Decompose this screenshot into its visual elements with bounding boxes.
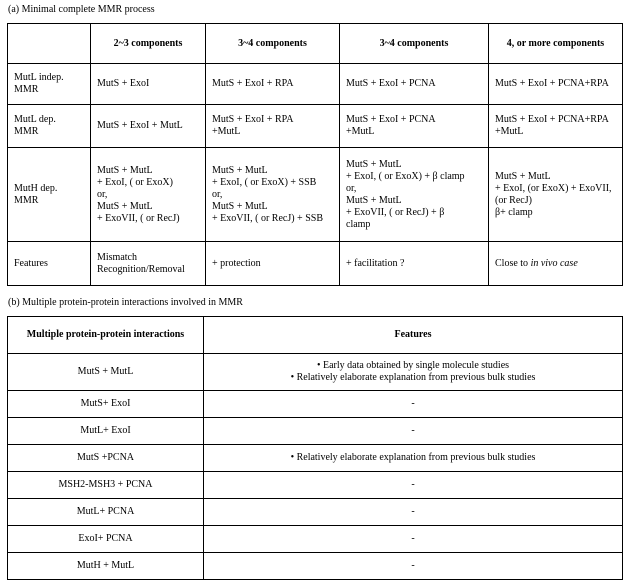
in-vivo-text: in vivo case	[530, 257, 578, 269]
table-row	[8, 526, 623, 553]
header-3-4-components: 3~4 components	[340, 24, 489, 64]
header-interactions: Multiple protein-protein interactions	[8, 317, 204, 354]
table-row	[8, 445, 623, 472]
header-empty	[8, 24, 91, 64]
interaction-feature: -	[204, 526, 623, 553]
table-row	[8, 242, 623, 286]
minimal-mmr-table	[7, 23, 623, 286]
table-cell: + facilitation ?	[340, 242, 489, 286]
interaction-pair: MutS +PCNA	[8, 445, 204, 472]
table-b-header-row	[8, 317, 623, 354]
table-row	[8, 391, 623, 418]
table-cell: + protection	[206, 242, 340, 286]
table-cell: MutS + ExoI + PCNA+RPA +MutL	[489, 105, 623, 148]
table-row	[8, 472, 623, 499]
table-cell: MutS + ExoI + PCNA	[340, 64, 489, 105]
protein-interactions-table	[7, 316, 623, 580]
interaction-feature: -	[204, 499, 623, 526]
table-cell: MutS + ExoI + MutL	[91, 105, 206, 148]
interaction-pair: MutL+ PCNA	[8, 499, 204, 526]
header-2-3-components: 2~3 components	[91, 24, 206, 64]
table-cell: MutS + ExoI	[91, 64, 206, 105]
table-a-header-row	[8, 24, 623, 64]
table-cell: MutS + ExoI + RPA	[206, 64, 340, 105]
table-cell: MutS + ExoI + PCNA +MutL	[340, 105, 489, 148]
table-row	[8, 148, 623, 242]
caption-a: (a) Minimal complete MMR process	[8, 4, 155, 15]
interaction-pair: MutS + MutL	[8, 354, 204, 391]
row-label: MutL dep. MMR	[8, 105, 91, 148]
interaction-feature: -	[204, 553, 623, 580]
table-cell: MutS + MutL + ExoI, (or ExoX) + ExoVII, (or RecJ) β+ clamp	[489, 148, 623, 242]
row-label: MutL indep. MMR	[8, 64, 91, 105]
interaction-feature: • Relatively elaborate explanation from previous bulk studies	[204, 445, 623, 472]
interaction-feature: • Early data obtained by single molecule studies • Relatively elaborate explanation from previous bulk studies	[204, 354, 623, 391]
table-row	[8, 499, 623, 526]
table-row	[8, 354, 623, 391]
table-cell: MutS + MutL + ExoI, ( or ExoX) + SSB or, MutS + MutL + ExoVII, ( or RecJ) + SSB	[206, 148, 340, 242]
table-row	[8, 105, 623, 148]
interaction-pair: MutH + MutL	[8, 553, 204, 580]
header-4-more-components: 4, or more components	[489, 24, 623, 64]
header-features: Features	[204, 317, 623, 354]
table-cell: MutS + MutL + ExoI, ( or ExoX) or, MutS + MutL + ExoVII, ( or RecJ)	[91, 148, 206, 242]
table-row	[8, 418, 623, 445]
interaction-feature: -	[204, 472, 623, 499]
table-row	[8, 553, 623, 580]
interaction-feature: -	[204, 418, 623, 445]
table-row	[8, 64, 623, 105]
interaction-feature: -	[204, 391, 623, 418]
interaction-pair: MutS+ ExoI	[8, 391, 204, 418]
interaction-pair: ExoI+ PCNA	[8, 526, 204, 553]
table-cell	[489, 242, 623, 286]
row-label: Features	[8, 242, 91, 286]
table-cell: MutS + ExoI + PCNA+RPA	[489, 64, 623, 105]
row-label: MutH dep. MMR	[8, 148, 91, 242]
interaction-pair: MutL+ ExoI	[8, 418, 204, 445]
interaction-pair: MSH2-MSH3 + PCNA	[8, 472, 204, 499]
table-cell: Mismatch Recognition/Removal	[91, 242, 206, 286]
table-cell: MutS + MutL + ExoI, ( or ExoX) + β clamp or, MutS + MutL + ExoVII, ( or RecJ) + β clamp	[340, 148, 489, 242]
table-cell: MutS + ExoI + RPA +MutL	[206, 105, 340, 148]
features-text: Close to	[495, 257, 531, 269]
caption-b: (b) Multiple protein-protein interactions involved in MMR	[8, 297, 243, 308]
header-3-4-components: 3~4 components	[206, 24, 340, 64]
